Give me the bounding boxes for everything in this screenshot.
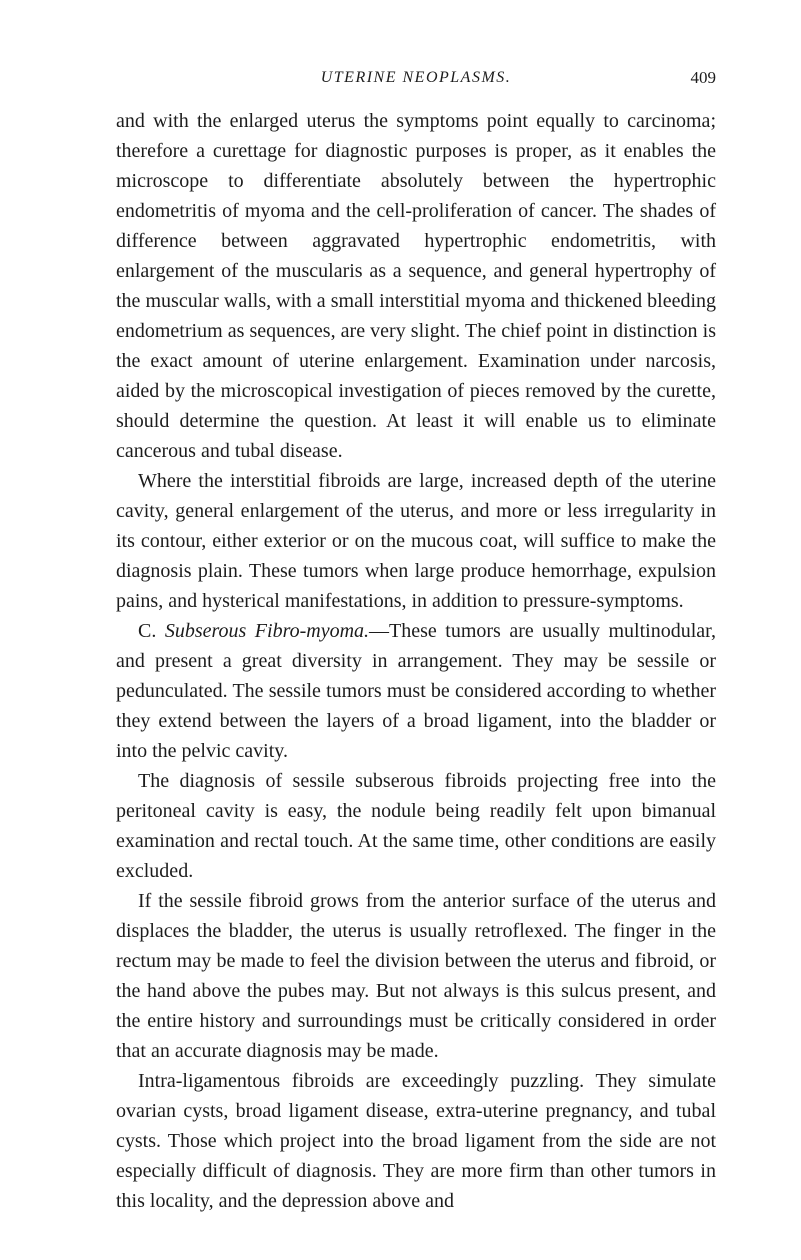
paragraph-3-text: —These tumors are usually multinodular, and present a great diversity in arrangement. They may be sessile or pedunculated. The sessile tumors must be considered according to whether they extend between the layers of a broad ligament, into the bladder or into the pelvic cavity. xyxy=(116,620,716,762)
section-label: C. xyxy=(138,620,157,642)
paragraph-4: The diagnosis of sessile subserous fibroids projecting free into the peritoneal cavity is easy, the nodule being readily felt upon bimanual examination and rectal touch. At the same time, other conditions are easily excluded. xyxy=(116,770,716,882)
paragraph-1: and with the enlarged uterus the symptoms point equally to carcinoma; therefore a curettage for diagnostic purposes is proper, as it enables the microscope to differentiate absolutely between the hypertrophic endometritis of myoma and the cell-proliferation of cancer. The shades of difference between aggravated hypertrophic endometritis, with enlargement of the muscularis as a sequence, and general hypertrophy of the muscular walls, with a small interstitial myoma and thickened bleeding endometrium as sequences, are very slight. The chief point in distinction is the exact amount of uterine enlargement. Examination under narcosis, aided by the microscopical investigation of pieces removed by the curette, should determine the question. At least it will enable us to eliminate cancerous and tubal disease. xyxy=(116,110,716,462)
section-title: Subserous Fibro-myoma. xyxy=(164,620,370,642)
paragraph-3 xyxy=(116,616,716,766)
page-number: 409 xyxy=(690,68,716,87)
text-body xyxy=(116,106,716,1216)
running-title: UTERINE NEOPLASMS. xyxy=(320,69,512,86)
paragraph-5: If the sessile fibroid grows from the anterior surface of the uterus and displaces the bladder, the uterus is usually retroflexed. The finger in the rectum may be made to feel the division between the uterus and fibroid, or the hand above the pubes may. But not always is this sulcus present, and the entire history and surroundings must be critically considered in order that an accurate diagnosis may be made. xyxy=(116,890,716,1062)
paragraph-2: Where the interstitial fibroids are large, increased depth of the uterine cavity, general enlargement of the uterus, and more or less irregularity in its contour, either exterior or on the mucous coat, will suffice to make the diagnosis plain. These tumors when large produce hemorrhage, expulsion pains, and hysterical manifestations, in addition to pressure-symptoms. xyxy=(116,470,716,612)
running-header xyxy=(116,66,716,90)
paragraph-6: Intra-ligamentous fibroids are exceedingly puzzling. They simulate ovarian cysts, broad ligament disease, extra-uterine pregnancy, and tubal cysts. Those which project into the broad ligament from the side are not especially difficult of diagnosis. They are more firm than other tumors in this locality, and the depression above and xyxy=(116,1070,716,1212)
